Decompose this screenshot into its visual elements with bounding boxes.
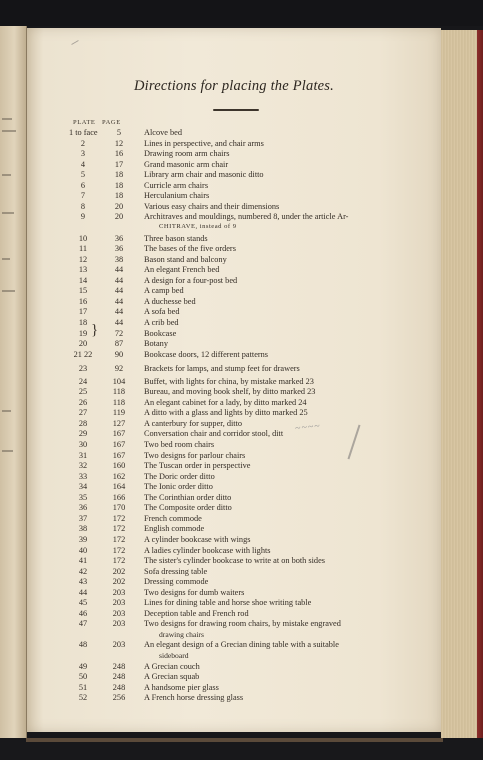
plate-number: 12	[78, 254, 88, 264]
plate-description: Brackets for lamps, and stump feet for drawers	[144, 364, 300, 374]
plate-description: A cylinder bookcase with wings	[144, 534, 251, 544]
plate-row	[27, 577, 441, 588]
plate-number: 37	[78, 513, 88, 523]
plate-row	[27, 662, 441, 673]
plate-row-continuation	[27, 223, 441, 234]
page-number: 202	[112, 577, 126, 587]
plate-row	[27, 640, 441, 651]
plate-row	[27, 598, 441, 609]
facing-page-text-fragment	[2, 410, 11, 412]
plate-row	[27, 482, 441, 493]
page-number: 203	[112, 640, 126, 650]
plate-row	[27, 588, 441, 599]
plate-description: Architraves and mouldings, numbered 8, under the article Ar-	[144, 212, 349, 222]
plate-description: The Composite order ditto	[144, 503, 232, 513]
page-number: 119	[112, 408, 126, 418]
plate-description: Grand masonic arm chair	[144, 159, 229, 169]
page-number: 203	[112, 608, 126, 618]
page-number: 38	[114, 254, 124, 264]
page-number: 203	[112, 598, 126, 608]
plate-row	[27, 546, 441, 557]
plate-description: Various easy chairs and their dimensions	[144, 201, 280, 211]
plate-row	[27, 493, 441, 504]
page-number: 118	[112, 397, 126, 407]
plate-row	[27, 419, 441, 430]
page-number: 36	[114, 233, 124, 243]
plate-number: 40	[78, 545, 88, 555]
page-number: 203	[112, 587, 126, 597]
plate-number: 5	[80, 170, 86, 180]
plate-row	[27, 524, 441, 535]
plate-description: Lines for dining table and horse shoe writing table	[144, 598, 312, 608]
plate-row	[27, 429, 441, 440]
plate-description: Two bed room chairs	[144, 440, 215, 449]
plate-row	[27, 451, 441, 462]
page-number: 172	[112, 534, 126, 544]
plate-row	[27, 693, 441, 704]
plate-description: A design for a four-post bed	[144, 275, 238, 285]
plate-row	[27, 244, 441, 255]
page-number: 16	[114, 149, 124, 159]
plate-number: 52	[78, 693, 88, 703]
page-number: 167	[112, 429, 126, 439]
page-number: 18	[114, 170, 124, 180]
page-number: 203	[112, 619, 126, 629]
plate-number: 47	[78, 619, 88, 629]
page-number: 160	[112, 461, 126, 471]
viewer-top-bar	[0, 0, 483, 26]
plate-description: A ditto with a glass and lights by ditto marked 25	[144, 408, 308, 418]
plate-description: Alcove bed	[144, 128, 183, 137]
plate-description: Library arm chair and masonic ditto	[144, 170, 264, 180]
plate-number: 15	[78, 286, 88, 296]
page-number: 44	[114, 275, 124, 285]
page-number: 44	[114, 265, 124, 275]
plate-row	[27, 503, 441, 514]
plate-row	[27, 181, 441, 192]
facing-page-text-fragment	[2, 258, 10, 260]
plate-description: Sofa dressing table	[144, 566, 208, 576]
facing-page-text-fragment	[2, 174, 11, 176]
brace-glyph: }	[91, 322, 99, 338]
plate-description: The Ionic order ditto	[144, 482, 213, 492]
page-number: 172	[112, 556, 126, 565]
page-number: 90	[114, 349, 124, 359]
page-number: 44	[114, 286, 124, 296]
plate-description: Buffet, with lights for china, by mistake marked 23	[144, 376, 314, 386]
plate-number: 51	[78, 682, 88, 692]
plate-description: French commode	[144, 513, 202, 523]
plate-description: Bason stand and balcony	[144, 254, 227, 264]
plate-row	[27, 619, 441, 630]
page-column-header: PAGE	[102, 119, 121, 126]
plate-number: 30	[78, 440, 88, 449]
plate-number: 39	[78, 534, 88, 544]
plate-row	[27, 128, 441, 139]
page-number: 170	[112, 503, 126, 513]
page-number: 17	[114, 159, 124, 169]
plate-row	[27, 440, 441, 451]
plate-row	[27, 297, 441, 308]
plate-row	[27, 160, 441, 171]
page-number: 92	[114, 364, 124, 374]
plate-number: 48	[78, 640, 88, 650]
plate-description: A camp bed	[144, 286, 184, 296]
plate-row	[27, 514, 441, 525]
plate-number: 2	[80, 138, 86, 148]
plate-number: 11	[79, 244, 87, 254]
plate-row	[27, 339, 441, 350]
plate-number: 25	[78, 387, 88, 397]
page-number: 172	[112, 524, 126, 534]
plate-number: 24	[78, 376, 88, 386]
plate-description: A French horse dressing glass	[144, 693, 244, 703]
plate-number: 43	[78, 577, 88, 587]
plate-description: drawing chairs	[159, 629, 204, 639]
plate-row	[27, 535, 441, 546]
plate-description: Conversation chair and corridor stool, ditt	[144, 429, 284, 439]
page-number: 44	[114, 307, 124, 317]
page-number: 172	[112, 545, 126, 555]
page-number: 44	[114, 317, 124, 327]
plate-number: 41	[78, 556, 88, 565]
plate-description: An elegant French bed	[144, 265, 220, 275]
plate-row-continuation	[27, 630, 441, 641]
plate-row	[27, 307, 441, 318]
plate-description: A Grecian squab	[144, 672, 200, 681]
plate-description: Lines in perspective, and chair arms	[144, 138, 264, 148]
facing-page-text-fragment	[2, 118, 12, 120]
page-number: 44	[114, 296, 124, 306]
plate-description: Drawing room arm chairs	[144, 149, 230, 159]
page-number: 118	[112, 387, 126, 397]
plate-number: 32	[78, 461, 88, 471]
plate-row	[27, 672, 441, 683]
viewer-bottom-bar	[0, 738, 483, 760]
page-number: 248	[112, 661, 126, 671]
plate-row	[27, 149, 441, 160]
page-title: Directions for placing the Plates.	[134, 78, 334, 94]
page-number: 87	[114, 339, 124, 348]
page-number: 20	[114, 212, 124, 222]
plate-description: A sofa bed	[144, 307, 180, 317]
plate-description: sideboard	[159, 650, 189, 660]
plate-description: The Tuscan order in perspective	[144, 461, 251, 471]
plate-row	[27, 234, 441, 245]
plate-row	[27, 329, 441, 340]
plate-number: 23	[78, 364, 88, 374]
plate-number: 10	[78, 233, 88, 243]
plate-description: A handsome pier glass	[144, 682, 219, 692]
plate-row	[27, 255, 441, 266]
plate-number: 19	[78, 328, 88, 338]
plate-number: 14	[78, 275, 88, 285]
page-number: 162	[112, 471, 126, 481]
plate-description: The bases of the five orders	[144, 244, 236, 254]
page-number: 164	[112, 482, 126, 492]
plate-number: 28	[78, 418, 88, 428]
plate-description: Two designs for parlour chairs	[144, 450, 246, 460]
plate-description: Three bason stands	[144, 233, 208, 243]
plate-description: Herculanium chairs	[144, 191, 210, 201]
plate-number: 27	[78, 408, 88, 418]
page-number: 248	[112, 672, 126, 681]
plate-row	[27, 472, 441, 483]
plate-description: Bookcase doors, 12 different patterns	[144, 349, 269, 359]
plate-number: 8	[80, 201, 86, 211]
plate-row	[27, 265, 441, 276]
page-number: 20	[114, 201, 124, 211]
plate-description: The sister's cylinder bookcase to write at on both sides	[144, 556, 325, 565]
plate-number: 34	[78, 482, 88, 492]
plate-description: A canterbury for supper, ditto	[144, 418, 243, 428]
page-number: 256	[112, 693, 126, 703]
plate-number: 3	[80, 149, 86, 159]
facing-page-text-fragment	[2, 290, 15, 292]
page-block-edges	[441, 30, 483, 738]
plate-number: 35	[78, 492, 88, 502]
page-number: 72	[114, 328, 124, 338]
plate-number: 31	[78, 450, 88, 460]
plate-number: 49	[78, 661, 88, 671]
plate-description: A ladies cylinder bookcase with lights	[144, 545, 271, 555]
plate-row	[27, 387, 441, 398]
plate-number: 4	[80, 159, 86, 169]
plate-description: A crib bed	[144, 317, 179, 327]
plate-description: Curricle arm chairs	[144, 180, 209, 190]
plate-description: English commode	[144, 524, 205, 534]
plate-description: An elegant cabinet for a lady, by ditto marked 24	[144, 397, 307, 407]
plates-list	[27, 28, 441, 732]
plate-description: Two designs for dumb waiters	[144, 587, 245, 597]
plate-number: 33	[78, 471, 88, 481]
plate-number: 20	[78, 339, 88, 348]
plate-row	[27, 286, 441, 297]
plate-number: 7	[80, 191, 86, 201]
plate-number: 21 22	[73, 349, 93, 359]
page-number: 167	[112, 440, 126, 449]
plate-description: Botany	[144, 339, 168, 348]
page-number: 127	[112, 418, 126, 428]
plate-number: 6	[80, 180, 86, 190]
plate-row	[27, 556, 441, 567]
facing-page-text-fragment	[2, 450, 13, 452]
plate-column-header: PLATE	[73, 119, 96, 126]
plate-row	[27, 276, 441, 287]
plate-row	[27, 567, 441, 578]
page-number: 18	[114, 180, 124, 190]
plate-row	[27, 364, 441, 375]
plate-description: An elegant design of a Grecian dining table with a suitable	[144, 640, 339, 650]
plate-number: 36	[78, 503, 88, 513]
plate-row	[27, 461, 441, 472]
plate-description: CHITRAVE, instead of 9	[159, 223, 237, 230]
page-number: 167	[112, 450, 126, 460]
plate-number: 50	[78, 672, 88, 681]
pencil-annotation: ~~~~	[294, 420, 322, 435]
plate-description: A duchesse bed	[144, 296, 196, 306]
plate-description: The Doric order ditto	[144, 471, 215, 481]
plate-row	[27, 408, 441, 419]
plate-row	[27, 202, 441, 213]
plate-number: 46	[78, 608, 88, 618]
plate-number: 38	[78, 524, 88, 534]
book-page	[27, 28, 441, 732]
facing-page-edge	[0, 26, 27, 738]
plate-row	[27, 350, 441, 361]
plate-number: 29	[78, 429, 88, 439]
plate-row	[27, 318, 441, 329]
plate-row	[27, 170, 441, 181]
plate-row	[27, 212, 441, 223]
page-number: 166	[112, 492, 126, 502]
facing-page-text-fragment	[2, 130, 16, 132]
plate-number: 44	[78, 587, 88, 597]
plate-row	[27, 609, 441, 620]
plate-row	[27, 377, 441, 388]
plate-number: 18	[78, 317, 88, 327]
plate-number: 26	[78, 397, 88, 407]
plate-number: 16	[78, 296, 88, 306]
plate-row	[27, 683, 441, 694]
plate-row	[27, 191, 441, 202]
page-number: 104	[112, 376, 126, 386]
page-number: 248	[112, 682, 126, 692]
page-number: 202	[112, 566, 126, 576]
plate-description: Bookcase	[144, 328, 177, 338]
plate-number: 42	[78, 566, 88, 576]
plate-description: Bureau, and moving book shelf, by ditto marked 23	[144, 387, 316, 397]
page-number: 5	[116, 128, 122, 137]
page-number: 172	[112, 513, 126, 523]
plate-row	[27, 139, 441, 150]
plate-number: 9	[80, 212, 86, 222]
facing-page-text-fragment	[2, 212, 14, 214]
plate-number: 17	[78, 307, 88, 317]
page-number: 12	[114, 138, 124, 148]
plate-description: Dressing commode	[144, 577, 209, 587]
plate-description: A Grecian couch	[144, 661, 200, 671]
plate-number: 13	[78, 265, 88, 275]
plate-number: 45	[78, 598, 88, 608]
page-number: 18	[114, 191, 124, 201]
plate-number: 1 to face	[69, 128, 98, 137]
plate-row	[27, 398, 441, 409]
plate-description: Two designs for drawing room chairs, by mistake engraved	[144, 619, 341, 629]
page-number: 36	[114, 244, 124, 254]
plate-description: Deception table and French rod	[144, 608, 249, 618]
plate-description: The Corinthian order ditto	[144, 492, 232, 502]
plate-row-continuation	[27, 651, 441, 662]
